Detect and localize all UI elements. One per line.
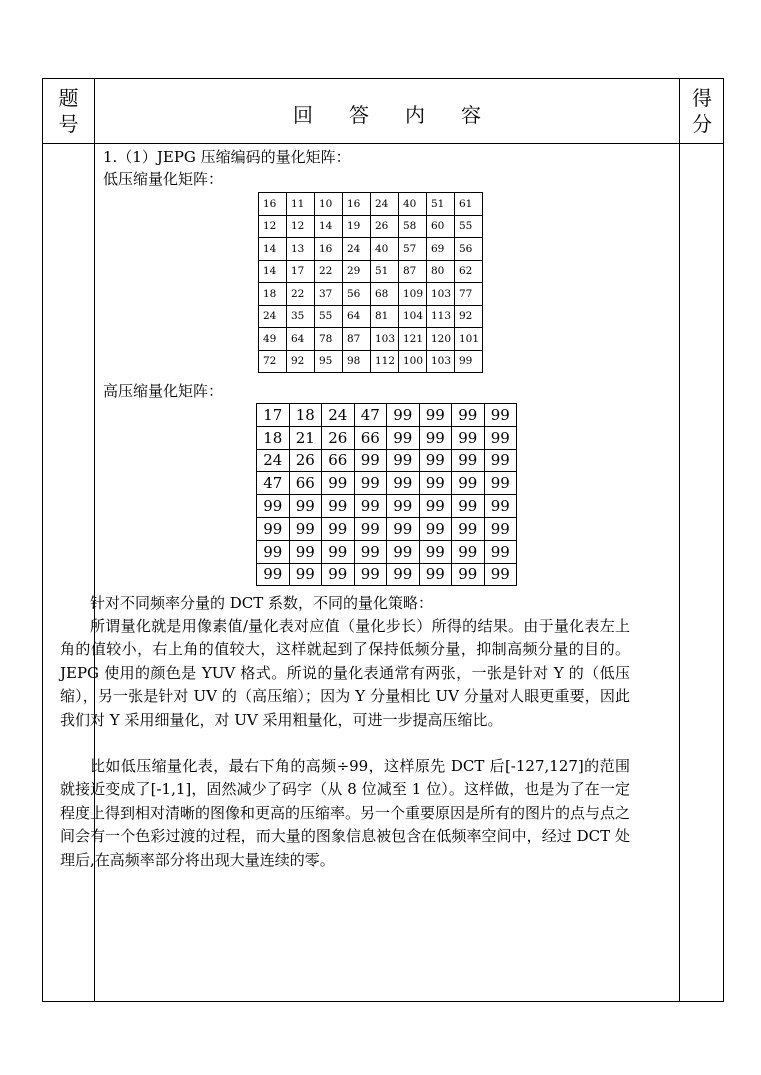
matrix-cell: 24 xyxy=(371,193,399,216)
matrix-cell: 99 xyxy=(484,517,517,540)
matrix-cell: 99 xyxy=(452,426,485,449)
matrix-cell: 99 xyxy=(387,517,420,540)
matrix-row xyxy=(259,305,483,328)
matrix-cell: 12 xyxy=(259,215,287,238)
matrix-cell: 99 xyxy=(322,540,355,563)
matrix-cell: 62 xyxy=(455,260,483,283)
matrix-cell: 26 xyxy=(371,215,399,238)
matrix-cell: 92 xyxy=(287,350,315,373)
matrix-cell: 99 xyxy=(387,495,420,518)
matrix-cell: 99 xyxy=(322,495,355,518)
matrix-row xyxy=(259,283,483,306)
matrix-cell: 99 xyxy=(419,404,452,427)
matrix-cell: 99 xyxy=(419,495,452,518)
matrix-cell: 99 xyxy=(484,472,517,495)
matrix-cell: 92 xyxy=(455,305,483,328)
matrix-cell: 99 xyxy=(452,472,485,495)
matrix-cell: 103 xyxy=(427,283,455,306)
matrix-cell: 101 xyxy=(455,328,483,351)
matrix-row xyxy=(259,215,483,238)
matrix-cell: 113 xyxy=(427,305,455,328)
matrix-cell: 77 xyxy=(455,283,483,306)
matrix-row xyxy=(257,449,517,472)
matrix-cell: 14 xyxy=(259,260,287,283)
matrix-cell: 78 xyxy=(315,328,343,351)
matrix-cell: 24 xyxy=(259,305,287,328)
matrix-row xyxy=(257,517,517,540)
matrix-cell: 104 xyxy=(399,305,427,328)
matrix-cell: 51 xyxy=(371,260,399,283)
header-score-line2: 分 xyxy=(692,112,712,136)
matrix-cell: 55 xyxy=(315,305,343,328)
matrix-cell: 40 xyxy=(399,193,427,216)
matrix-cell: 99 xyxy=(419,449,452,472)
paragraph-quantization: 所谓量化就是用像素值/量化表对应值（量化步长）所得的结果。由于量化表左上角的值较小，右上角的值较大，这样就起到了保持低频分量，抑制高频分量的目的。JEPG 使用的颜色是 YUV 格式。所说的量化表通常有两张，一张是针对 Y 的（低压缩），另一张是针对 UV 的（高压缩）；因为 Y 分量相比 UV 分量对人眼更重要，因此我们对 Y 采用细量化，对 UV 采用粗量化，可进一步提高压缩比。 xyxy=(60,617,630,729)
matrix-cell: 99 xyxy=(322,517,355,540)
matrix-cell: 103 xyxy=(371,328,399,351)
matrix-cell: 99 xyxy=(387,472,420,495)
matrix-cell: 26 xyxy=(289,449,322,472)
matrix-cell: 99 xyxy=(289,563,322,586)
matrix-row xyxy=(259,238,483,261)
matrix-cell: 66 xyxy=(354,426,387,449)
matrix-cell: 58 xyxy=(399,215,427,238)
matrix-cell: 99 xyxy=(419,517,452,540)
matrix-cell: 22 xyxy=(315,260,343,283)
matrix-cell: 18 xyxy=(259,283,287,306)
low-compression-label: 低压缩量化矩阵： xyxy=(103,170,224,188)
matrix-cell: 99 xyxy=(387,426,420,449)
matrix-cell: 99 xyxy=(289,540,322,563)
matrix-cell: 18 xyxy=(257,426,290,449)
matrix-cell: 95 xyxy=(315,350,343,373)
matrix-cell: 99 xyxy=(354,563,387,586)
matrix-cell: 99 xyxy=(419,426,452,449)
matrix-cell: 99 xyxy=(452,517,485,540)
matrix-row xyxy=(257,540,517,563)
matrix-cell: 99 xyxy=(484,563,517,586)
matrix-row xyxy=(257,404,517,427)
high-compression-label: 高压缩量化矩阵： xyxy=(103,382,224,400)
matrix-cell: 99 xyxy=(452,563,485,586)
header-question-number xyxy=(43,85,94,137)
matrix-cell: 99 xyxy=(452,495,485,518)
matrix-cell: 24 xyxy=(322,404,355,427)
matrix-cell: 17 xyxy=(257,404,290,427)
matrix-cell: 99 xyxy=(387,563,420,586)
matrix-cell: 99 xyxy=(322,563,355,586)
matrix-row xyxy=(257,426,517,449)
header-question-number-line1: 题 xyxy=(58,86,79,110)
question-title: 1.（1）JEPG 压缩编码的量化矩阵： xyxy=(103,148,351,166)
matrix-cell: 16 xyxy=(259,193,287,216)
matrix-cell: 16 xyxy=(343,193,371,216)
matrix-cell: 35 xyxy=(287,305,315,328)
matrix-cell: 51 xyxy=(427,193,455,216)
matrix-cell: 11 xyxy=(287,193,315,216)
matrix-cell: 100 xyxy=(399,350,427,373)
matrix-cell: 69 xyxy=(427,238,455,261)
header-answer-content: 回答内容 xyxy=(293,103,517,127)
matrix-cell: 99 xyxy=(257,517,290,540)
matrix-cell: 64 xyxy=(287,328,315,351)
header-score xyxy=(680,85,724,137)
matrix-cell: 87 xyxy=(399,260,427,283)
matrix-cell: 57 xyxy=(399,238,427,261)
low-compression-matrix xyxy=(258,192,483,373)
header-divider xyxy=(43,143,723,144)
matrix-cell: 99 xyxy=(484,404,517,427)
matrix-row xyxy=(259,260,483,283)
matrix-cell: 14 xyxy=(315,215,343,238)
matrix-cell: 99 xyxy=(484,426,517,449)
matrix-cell: 72 xyxy=(259,350,287,373)
matrix-cell: 29 xyxy=(343,260,371,283)
matrix-cell: 99 xyxy=(354,449,387,472)
matrix-cell: 87 xyxy=(343,328,371,351)
matrix-cell: 99 xyxy=(257,563,290,586)
matrix-cell: 22 xyxy=(287,283,315,306)
matrix-row xyxy=(259,328,483,351)
matrix-cell: 68 xyxy=(371,283,399,306)
matrix-cell: 10 xyxy=(315,193,343,216)
matrix-cell: 24 xyxy=(257,449,290,472)
matrix-cell: 99 xyxy=(257,540,290,563)
matrix-cell: 21 xyxy=(289,426,322,449)
matrix-cell: 121 xyxy=(399,328,427,351)
matrix-cell: 24 xyxy=(343,238,371,261)
header-question-number-line2: 号 xyxy=(58,112,79,136)
matrix-cell: 16 xyxy=(315,238,343,261)
matrix-cell: 19 xyxy=(343,215,371,238)
matrix-cell: 99 xyxy=(257,495,290,518)
matrix-row xyxy=(259,350,483,373)
matrix-cell: 109 xyxy=(399,283,427,306)
matrix-cell: 99 xyxy=(452,449,485,472)
matrix-cell: 47 xyxy=(257,472,290,495)
matrix-row xyxy=(257,472,517,495)
paragraph-strategy: 针对不同频率分量的 DCT 系数，不同的量化策略： xyxy=(90,594,434,612)
matrix-cell: 99 xyxy=(354,540,387,563)
matrix-cell: 17 xyxy=(287,260,315,283)
matrix-cell: 99 xyxy=(354,495,387,518)
matrix-cell: 99 xyxy=(354,472,387,495)
matrix-cell: 18 xyxy=(289,404,322,427)
matrix-cell: 103 xyxy=(427,350,455,373)
matrix-cell: 99 xyxy=(387,404,420,427)
matrix-cell: 99 xyxy=(484,495,517,518)
matrix-cell: 64 xyxy=(343,305,371,328)
matrix-cell: 49 xyxy=(259,328,287,351)
matrix-cell: 60 xyxy=(427,215,455,238)
column-divider-right xyxy=(679,79,680,1001)
matrix-cell: 99 xyxy=(289,495,322,518)
header-score-line1: 得 xyxy=(692,86,712,110)
matrix-cell: 120 xyxy=(427,328,455,351)
matrix-cell: 99 xyxy=(387,449,420,472)
matrix-cell: 55 xyxy=(455,215,483,238)
matrix-cell: 99 xyxy=(419,472,452,495)
matrix-cell: 66 xyxy=(322,449,355,472)
matrix-cell: 99 xyxy=(387,540,420,563)
matrix-cell: 99 xyxy=(354,517,387,540)
matrix-cell: 99 xyxy=(455,350,483,373)
matrix-cell: 47 xyxy=(354,404,387,427)
matrix-cell: 66 xyxy=(289,472,322,495)
matrix-cell: 112 xyxy=(371,350,399,373)
matrix-cell: 26 xyxy=(322,426,355,449)
matrix-cell: 99 xyxy=(484,449,517,472)
matrix-cell: 80 xyxy=(427,260,455,283)
matrix-cell: 99 xyxy=(484,540,517,563)
matrix-cell: 99 xyxy=(322,472,355,495)
matrix-cell: 98 xyxy=(343,350,371,373)
matrix-cell: 40 xyxy=(371,238,399,261)
matrix-cell: 37 xyxy=(315,283,343,306)
high-compression-matrix xyxy=(256,403,517,586)
matrix-cell: 56 xyxy=(455,238,483,261)
matrix-row xyxy=(257,495,517,518)
matrix-cell: 56 xyxy=(343,283,371,306)
matrix-cell: 81 xyxy=(371,305,399,328)
matrix-row xyxy=(257,563,517,586)
matrix-cell: 13 xyxy=(287,238,315,261)
matrix-row xyxy=(259,193,483,216)
matrix-cell: 61 xyxy=(455,193,483,216)
matrix-cell: 12 xyxy=(287,215,315,238)
matrix-cell: 99 xyxy=(452,404,485,427)
matrix-cell: 99 xyxy=(452,540,485,563)
matrix-cell: 14 xyxy=(259,238,287,261)
matrix-cell: 99 xyxy=(419,540,452,563)
matrix-cell: 99 xyxy=(419,563,452,586)
paragraph-example: 比如低压缩量化表，最右下角的高频÷99，这样原先 DCT 后[-127,127]的范围就接近变成了[-1,1]，固然减少了码字（从 8 位减至 1 位）。这样做，也是为了在一定程度上得到相对清晰的图像和更高的压缩率。另一个重要原因是所有的图片的点与点之间会有一个色彩过渡的过程，而大量的图象信息被包含在低频率空间中，经过 DCT 处理后,在高频率部分将出现大量连续的零。 xyxy=(60,757,631,869)
matrix-cell: 99 xyxy=(289,517,322,540)
